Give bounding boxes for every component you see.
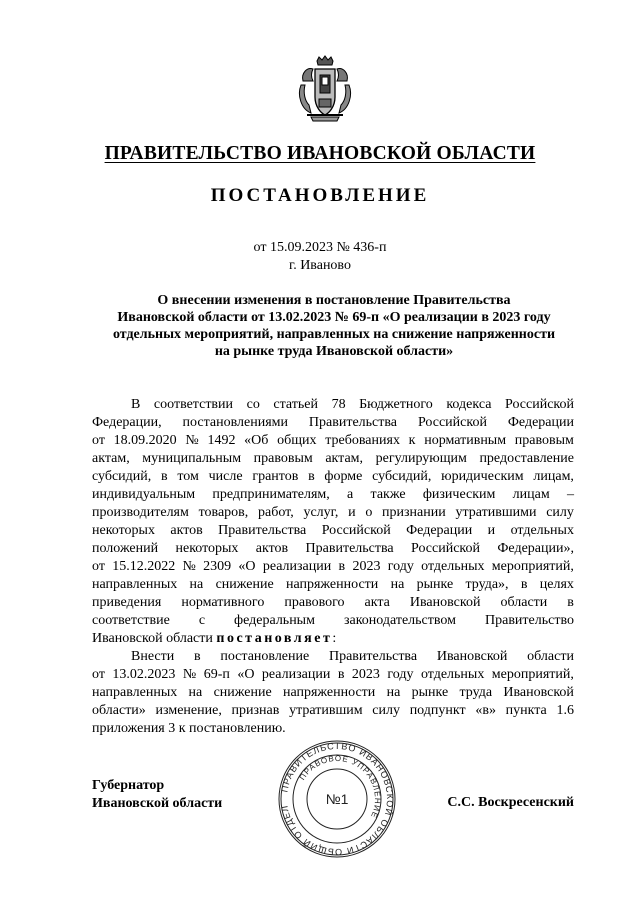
word: «в»	[475, 703, 496, 718]
word: Бюджетного	[359, 397, 433, 412]
word: субсидий,	[92, 469, 152, 484]
word: положений	[92, 541, 159, 556]
word: Федерации	[507, 415, 574, 430]
word: Федерации	[406, 523, 473, 538]
word: в	[193, 649, 201, 664]
word: труда	[459, 685, 493, 700]
word: снижение	[215, 577, 274, 592]
word: области	[500, 595, 548, 610]
word: №	[185, 433, 199, 448]
body-text: Ивановской области	[92, 631, 213, 646]
document-body	[92, 396, 574, 738]
word: мероприятий,	[491, 667, 574, 682]
word: «О	[238, 559, 256, 574]
word: в	[161, 469, 168, 484]
word: форме	[324, 469, 363, 484]
word: и	[487, 523, 496, 538]
signatory-name: С.С. Воскресенский	[447, 795, 574, 810]
word: числе	[208, 469, 243, 484]
word: кодекса	[446, 397, 492, 412]
word: В	[131, 397, 141, 412]
word: юридическим	[441, 469, 524, 484]
word: физическим	[422, 487, 496, 502]
body-line	[92, 558, 574, 576]
word: Правительство	[485, 613, 574, 628]
word: отдельных	[420, 667, 485, 682]
document-subject	[80, 292, 588, 360]
signature-position	[92, 777, 222, 813]
body-line	[92, 432, 574, 450]
word: реализации	[262, 559, 332, 574]
word: на	[386, 685, 401, 700]
word: субсидий,	[372, 469, 432, 484]
word: реализации	[261, 667, 331, 682]
body-line	[92, 702, 574, 720]
word: в	[338, 559, 346, 574]
word: акта	[364, 595, 390, 610]
word: области	[527, 649, 574, 664]
word: производителям	[92, 505, 189, 520]
body-line: приложения 3 к постановлению.	[92, 721, 286, 736]
word: 69-п	[203, 667, 230, 682]
word: также	[370, 487, 406, 502]
word: соответствие	[92, 613, 170, 628]
word: утратившим	[289, 703, 363, 718]
word: «О	[237, 667, 255, 682]
word: Российской	[321, 523, 391, 538]
word: от	[92, 559, 105, 574]
word: 13.02.2023	[112, 667, 176, 682]
word: регулирующим	[375, 451, 467, 466]
document-city: г. Иваново	[289, 258, 351, 273]
word: отдельных	[421, 559, 485, 574]
word: признав	[231, 703, 280, 718]
organization-title: ПРАВИТЕЛЬСТВО ИВАНОВСКОЙ ОБЛАСТИ	[104, 143, 536, 164]
word: требованиях	[325, 433, 400, 448]
word: а	[347, 487, 354, 502]
body-line-decree	[92, 630, 574, 648]
word: грантов	[252, 469, 299, 484]
body-line	[92, 486, 574, 504]
word: рынке	[416, 577, 454, 592]
word: 1.6	[556, 703, 574, 718]
word: постановлениями	[182, 415, 288, 430]
word: мероприятий,	[491, 559, 574, 574]
word: приведения	[92, 595, 162, 610]
document-date-number: от 15.09.2023 № 436-п	[253, 240, 387, 255]
word: на	[189, 577, 204, 592]
word: напряженности	[285, 577, 379, 592]
word: утратившими	[455, 505, 537, 520]
word: муниципальным	[142, 451, 242, 466]
decree-word: постановляет	[216, 631, 333, 646]
svg-text:ПРАВИТЕЛЬСТВО ИВАНОВСКОЙ ОБЛАС: ПРАВИТЕЛЬСТВО ИВАНОВСКОЙ ОБЛАСТИ ОБЩИЙ ОТДЕЛ	[279, 740, 396, 858]
word: нормативного	[181, 595, 265, 610]
body-line	[92, 594, 574, 612]
word: 2023	[352, 559, 381, 574]
word: актов	[170, 523, 203, 538]
subject-line: Ивановской области от 13.02.2023 № 69-п «О реализации в 2023 году	[117, 310, 551, 325]
word: пункта	[505, 703, 547, 718]
body-line	[92, 576, 574, 594]
word: лицам	[512, 487, 550, 502]
word: от	[92, 667, 105, 682]
word: в	[567, 595, 574, 610]
word: соответствии	[153, 397, 234, 412]
word: с	[198, 613, 206, 628]
word: товаров,	[198, 505, 249, 520]
word: Федерации,	[92, 415, 162, 430]
word: услуг,	[303, 505, 339, 520]
subject-line: на рынке труда Ивановской области»	[214, 344, 454, 359]
word: 2023	[351, 667, 380, 682]
word: Российской	[417, 415, 487, 430]
word: том	[177, 469, 199, 484]
word: Ивановской	[436, 649, 508, 664]
word: о	[365, 505, 373, 520]
word: труда»,	[465, 577, 509, 592]
word: на	[188, 685, 203, 700]
word: некоторых	[92, 523, 155, 538]
word: Правительства	[305, 541, 394, 556]
word: Правительства	[218, 523, 307, 538]
word: –	[567, 487, 574, 502]
word: законодательством	[343, 613, 456, 628]
word: общих	[277, 433, 317, 448]
document-type: ПОСТАНОВЛЕНИЕ	[210, 185, 430, 206]
word: и	[348, 505, 356, 520]
word: 18.09.2020	[113, 433, 177, 448]
word: на	[390, 577, 405, 592]
word: 15.12.2022	[112, 559, 176, 574]
word: снижение	[213, 685, 272, 700]
word: в	[337, 667, 345, 682]
word: году	[387, 667, 414, 682]
word: целях	[539, 577, 574, 592]
decree-colon: :	[332, 631, 337, 646]
svg-text:ПРАВОВОЕ УПРАВЛЕНИЕ: ПРАВОВОЕ УПРАВЛЕНИЕ	[297, 753, 383, 820]
body-line	[92, 414, 574, 432]
subject-line: О внесении изменения в постановление Правительства	[157, 293, 511, 308]
word: актов	[255, 541, 289, 556]
word: Ивановской	[409, 595, 481, 610]
word: со	[246, 397, 260, 412]
word: изменение,	[155, 703, 222, 718]
word: направленных	[92, 685, 178, 700]
word: лицам,	[533, 469, 574, 484]
word: подпункт	[409, 703, 466, 718]
word: постановление	[220, 649, 310, 664]
word: правовым	[253, 451, 313, 466]
word: актам,	[325, 451, 364, 466]
coat-of-arms-icon	[295, 55, 355, 123]
word: признании	[382, 505, 446, 520]
word: Российской	[505, 397, 574, 412]
body-line	[92, 666, 574, 684]
word: предоставление	[479, 451, 574, 466]
word: в	[520, 577, 528, 592]
word: предпринимателям,	[212, 487, 330, 502]
word: статьей	[273, 397, 318, 412]
word: Правительства	[328, 649, 418, 664]
word: Правительства	[308, 415, 398, 430]
body-line	[92, 468, 574, 486]
word: силу	[372, 703, 400, 718]
word: году	[387, 559, 414, 574]
word: рынке	[411, 685, 449, 700]
word: Внести	[131, 649, 175, 664]
body-line	[92, 396, 574, 414]
word: напряженности	[282, 685, 376, 700]
word: №	[182, 559, 196, 574]
word: области»	[92, 703, 146, 718]
word: Федерации»,	[497, 541, 574, 556]
word: Ивановской	[503, 685, 574, 700]
svg-text:№1: №1	[325, 791, 349, 807]
word: направленных	[92, 577, 178, 592]
word: некоторых	[175, 541, 239, 556]
word: 1492	[207, 433, 236, 448]
word: работ,	[258, 505, 294, 520]
word: нормативным	[424, 433, 507, 448]
body-line	[92, 612, 574, 630]
word: федеральным	[234, 613, 315, 628]
word: правового	[284, 595, 345, 610]
body-line	[92, 450, 574, 468]
body-line	[92, 504, 574, 522]
position-line: Ивановской области	[92, 796, 223, 811]
word: в	[308, 469, 315, 484]
word: силу	[546, 505, 574, 520]
word: №	[182, 667, 197, 682]
subject-line: отдельных мероприятий, направленных на снижение напряженности	[112, 327, 556, 342]
word: отдельных	[510, 523, 574, 538]
word: к	[408, 433, 416, 448]
body-line	[92, 648, 574, 666]
official-stamp	[276, 738, 398, 860]
word: 78	[331, 397, 346, 412]
word: Российской	[411, 541, 480, 556]
body-line	[92, 540, 574, 558]
word: индивидуальным	[92, 487, 196, 502]
body-line	[92, 522, 574, 540]
word: актам,	[92, 451, 130, 466]
body-line	[92, 684, 574, 702]
word: 2309	[203, 559, 232, 574]
word: правовым	[514, 433, 574, 448]
word: от	[92, 433, 105, 448]
position-line: Губернатор	[92, 778, 165, 793]
word: «Об	[244, 433, 269, 448]
